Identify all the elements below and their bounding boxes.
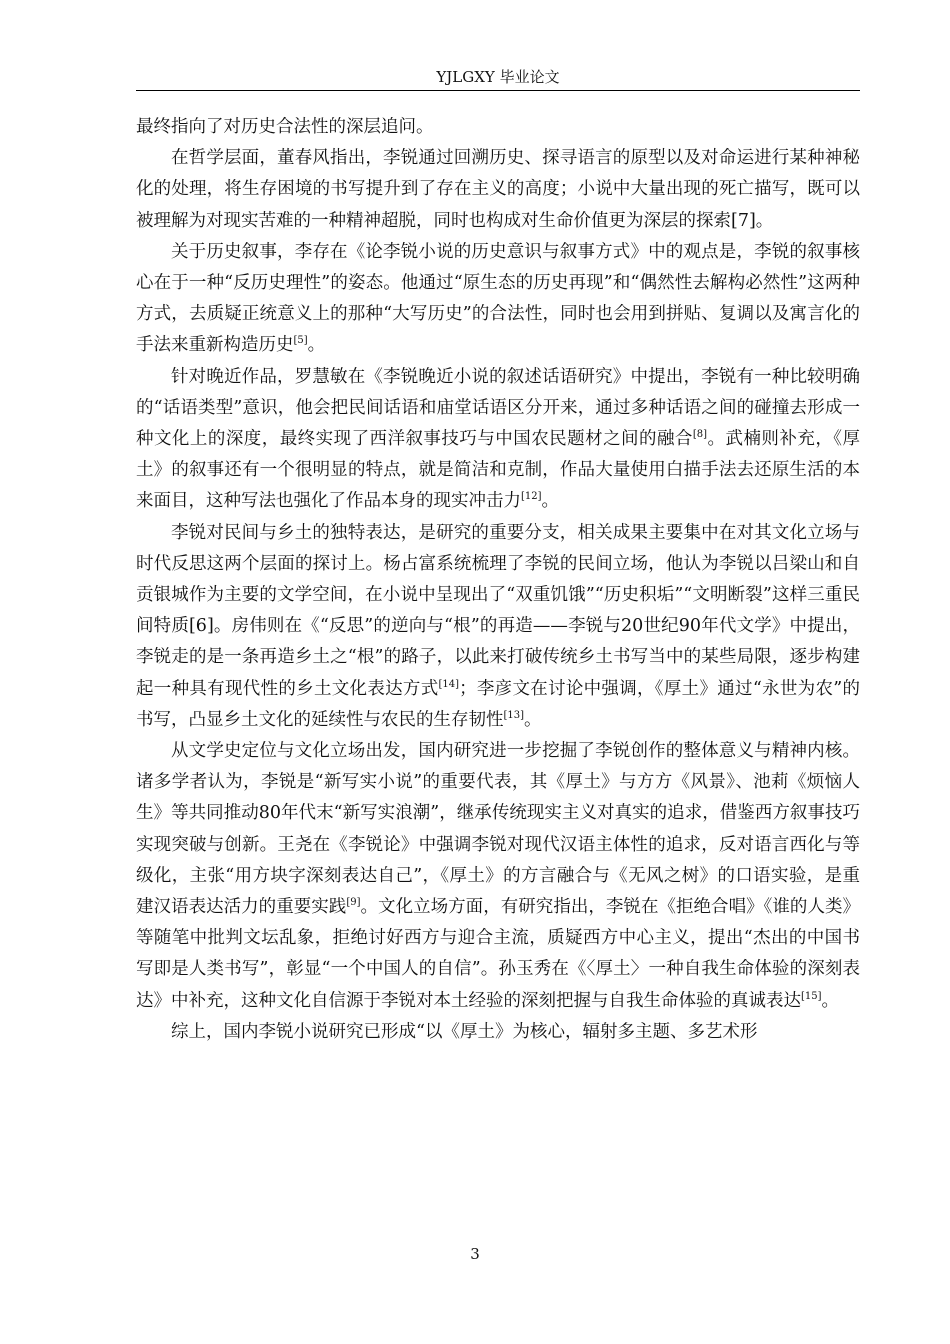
paragraph-text: 。 [307, 335, 326, 356]
page-header: YJLGXY 毕业论文 [436, 68, 560, 86]
body-paragraph [136, 362, 860, 518]
body-paragraph [136, 736, 860, 1017]
paragraph-text: 针对晚近作品，罗慧敏在《李锐晚近小说的叙述话语研究》中提出，李锐有一种比较明确的“话语类型”意识，他会把民间话语和庙堂话语区分开来，通过多种话语之间的碰撞去形成一种文化上的深度，最终实现了西洋叙事技巧与中国农民题材之间的融合 [136, 366, 860, 450]
paragraph-text: 在哲学层面，董春风指出，李锐通过回溯历史、探寻语言的原型以及对命运进行某种神秘化的处理，将生存困境的书写提升到了存在主义的高度；小说中大量出现的死亡描写，既可以被理解为对现实苦难的一种精神超脱，同时也构成对生命价值更为深层的探索[7]。 [136, 148, 860, 231]
citation-superscript: [12] [521, 491, 542, 503]
paragraph-text: 李锐对民间与乡土的独特表达，是研究的重要分支，相关成果主要集中在对其文化立场与时代反思这两个层面的探讨上。杨占富系统梳理了李锐的民间立场，他认为李锐以吕梁山和自贡银城作为主要的文学空间，在小说中呈现出了“双重饥饿”“历史积垢”“文明断裂”这样三重民间特质[6]。房伟则在《“反思”的逆向与“根”的再造——李锐与20世纪90年代文学》中提出，李锐走的是一条再造乡土之“根”的路子，以此来打破传统乡土书写当中的某些局限，逐步构建起一种具有现代性的乡土文化表达方式 [136, 522, 860, 699]
header-divider [136, 90, 860, 91]
body-paragraph [136, 237, 860, 362]
citation-superscript: [9] [346, 897, 361, 909]
paragraph-text: 。 [541, 491, 560, 512]
body-text [136, 112, 860, 1048]
citation-superscript: [15] [801, 990, 822, 1002]
page-number: 3 [470, 1245, 480, 1263]
body-paragraph [136, 112, 860, 143]
paragraph-text: 关于历史叙事，李存在《论李锐小说的历史意识与叙事方式》中的观点是，李锐的叙事核心在于一种“反历史理性”的姿态。他通过“原生态的历史再现”和“偶然性去解构必然性”这两种方式，去质疑正统意义上的那种“大写历史”的合法性，同时也会用到拼贴、复调以及寓言化的手法来重新构造历史 [136, 241, 860, 356]
paragraph-text: 综上，国内李锐小说研究已形成“以《厚土》为核心，辐射多主题、多艺术形 [171, 1021, 758, 1042]
paragraph-text: 最终指向了对历史合法性的深层追问。 [136, 117, 434, 137]
body-paragraph [136, 518, 860, 736]
body-paragraph [136, 143, 860, 237]
citation-superscript: [14] [438, 678, 460, 690]
citation-superscript: [13] [503, 710, 525, 722]
citation-superscript: [8] [692, 429, 708, 441]
paragraph-text: 。 [524, 709, 542, 730]
paragraph-text: 。武楠则补充，《厚土》的叙事还有一个很明显的特点，就是简洁和克制，作品大量使用白描手法去还原生活的本来面目，这种写法也强化了作品本身的现实冲击力 [136, 429, 861, 512]
paragraph-text: 。文化立场方面，有研究指出，李锐在《拒绝合唱》《谁的人类》等随笔中批判文坛乱象，拒绝讨好西方与迎合主流，质疑西方中心主义，提出“杰出的中国书写即是人类书写”，彰显“一个中国人的自信”。孙玉秀在《〈厚土〉一种自我生命体验的深刻表达》中补充，这种文化自信源于李锐对本土经验的深刻把握与自我生命体验的真诚表达 [136, 897, 861, 1011]
body-paragraph [136, 1017, 860, 1048]
paragraph-text: ；李彦文在讨论中强调，《厚土》通过“永世为农”的书写，凸显乡土文化的延续性与农民的生存韧性 [136, 678, 860, 730]
paragraph-text: 。 [821, 990, 840, 1011]
citation-superscript: [5] [293, 335, 308, 347]
paragraph-text: 从文学史定位与文化立场出发，国内研究进一步挖掘了李锐创作的整体意义与精神内核。诸多学者认为，李锐是“新写实小说”的重要代表，其《厚土》与方方《风景》、池莉《烦恼人生》等共同推动80年代末“新写实浪潮”，继承传统现实主义对真实的追求，借鉴西方叙事技巧实现突破与创新。王尧在《李锐论》中强调李锐对现代汉语主体性的追求，反对语言西化与等级化，主张“用方块字深刻表达自己”，《厚土》的方言融合与《无风之树》的口语实验，是重建汉语表达活力的重要实践 [136, 741, 860, 918]
